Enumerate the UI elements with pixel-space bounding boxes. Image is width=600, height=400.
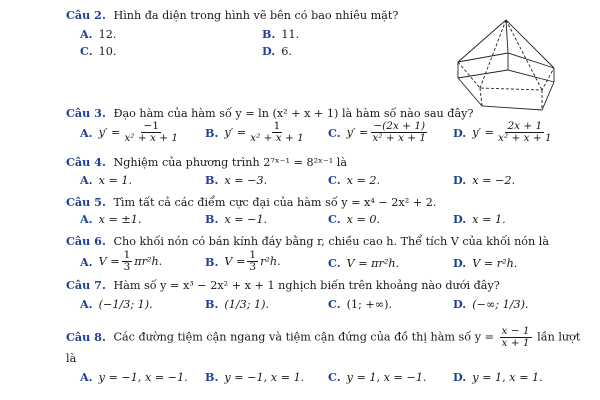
q8-option-b[interactable] bbox=[205, 370, 304, 384]
q3-d-denominator: x² + x + 1 bbox=[498, 132, 552, 145]
q8-option-d[interactable] bbox=[453, 370, 543, 384]
q8-denominator: x + 1 bbox=[501, 337, 530, 350]
q5-option-b[interactable] bbox=[205, 212, 267, 226]
q3-a-numerator: −1 bbox=[143, 120, 159, 132]
q2-c-label: C. bbox=[80, 44, 93, 58]
q3-option-c[interactable] bbox=[328, 121, 430, 144]
q8-d-value: y = 1, x = 1. bbox=[472, 370, 543, 384]
question-8-text-after: lần lượt bbox=[537, 330, 581, 344]
q3-a-denominator: x² + x + 1 bbox=[124, 132, 179, 145]
question-2-text: Hình đa diện trong hình vẽ bên có bao nhiêu mặt? bbox=[113, 9, 399, 22]
q8-c-label: C. bbox=[328, 370, 341, 384]
q6-option-b[interactable] bbox=[205, 250, 281, 273]
q7-c-value: (1; +∞). bbox=[346, 297, 393, 311]
q3-option-b[interactable] bbox=[205, 121, 308, 144]
question-5-text: Tìm tất cả các điểm cực đại của hàm số y = x⁴ − 2x² + 2. bbox=[113, 196, 437, 209]
q6-d-label: D. bbox=[453, 256, 467, 270]
q3-d-prefix: y′ = bbox=[472, 126, 494, 140]
q2-a-label: A. bbox=[80, 27, 93, 41]
q2-option-b[interactable] bbox=[262, 27, 299, 41]
q8-a-value: y = −1, x = −1. bbox=[98, 370, 188, 384]
question-3-label: Câu 3. bbox=[66, 106, 106, 120]
q6-a-suffix: πr²h. bbox=[134, 255, 163, 269]
question-4-label: Câu 4. bbox=[66, 155, 106, 169]
q2-option-a[interactable] bbox=[80, 27, 116, 41]
q7-d-label: D. bbox=[453, 297, 467, 311]
q7-option-c[interactable] bbox=[328, 297, 392, 311]
q3-b-prefix: y′ = bbox=[224, 126, 247, 140]
question-3 bbox=[66, 106, 473, 120]
q3-d-label: D. bbox=[453, 125, 467, 140]
q4-c-value: x = 2. bbox=[346, 173, 381, 187]
q7-b-value: (1/3; 1). bbox=[224, 297, 270, 311]
q5-option-d[interactable] bbox=[453, 212, 506, 226]
question-8 bbox=[66, 326, 580, 349]
q4-b-label: B. bbox=[205, 173, 219, 187]
q7-option-a[interactable] bbox=[80, 297, 153, 311]
q3-a-fraction bbox=[122, 121, 180, 144]
q3-c-prefix: y′ = bbox=[346, 126, 369, 140]
q6-a-fraction bbox=[122, 250, 133, 273]
q7-option-b[interactable] bbox=[205, 297, 269, 311]
q2-option-c[interactable] bbox=[80, 44, 116, 58]
q8-b-label: B. bbox=[205, 370, 219, 384]
question-2 bbox=[66, 8, 398, 22]
q4-option-a[interactable] bbox=[80, 173, 132, 187]
q7-option-d[interactable] bbox=[453, 297, 529, 311]
question-5-label: Câu 5. bbox=[66, 195, 106, 209]
q8-numerator: x − 1 bbox=[501, 325, 530, 337]
q4-a-value: x = 1. bbox=[98, 173, 133, 187]
q5-b-label: B. bbox=[205, 212, 219, 226]
question-6-text: Cho khối nón có bán kính đáy bằng r, chiều cao h. Thể tích V của khối nón là bbox=[113, 235, 550, 248]
question-5 bbox=[66, 195, 436, 209]
question-7-label: Câu 7. bbox=[66, 278, 106, 292]
question-8-text: Các đường tiệm cận ngang và tiệm cận đứng của đồ thị hàm số y = bbox=[113, 330, 494, 344]
q6-b-fraction bbox=[247, 250, 258, 273]
q3-option-d[interactable] bbox=[453, 121, 556, 144]
q3-b-denominator: x² + x + 1 bbox=[250, 132, 304, 145]
q2-b-value: 11. bbox=[281, 27, 300, 41]
q6-b-prefix: V = bbox=[224, 255, 246, 269]
q5-d-value: x = 1. bbox=[472, 212, 506, 226]
q3-d-fraction bbox=[496, 121, 554, 144]
q7-b-label: B. bbox=[205, 297, 219, 311]
q8-c-value: y = 1, x = −1. bbox=[346, 370, 427, 384]
q3-b-label: B. bbox=[205, 125, 219, 140]
question-3-text: Đạo hàm của hàm số y = ln (x² + x + 1) là hàm số nào sau đây? bbox=[113, 107, 474, 120]
q3-b-fraction bbox=[248, 121, 306, 144]
q3-c-denominator: x² + x + 1 bbox=[372, 132, 427, 145]
q6-option-a[interactable] bbox=[80, 250, 162, 273]
q6-a-numerator: 1 bbox=[123, 249, 131, 261]
q7-a-label: A. bbox=[80, 297, 93, 311]
q2-option-d[interactable] bbox=[262, 44, 292, 58]
question-6 bbox=[66, 234, 549, 248]
q6-c-label: C. bbox=[328, 256, 341, 270]
q6-b-suffix: r²h. bbox=[260, 255, 281, 269]
q5-b-value: x = −1. bbox=[224, 212, 268, 226]
q8-a-label: A. bbox=[80, 370, 93, 384]
q3-option-a[interactable] bbox=[80, 121, 182, 144]
polyhedron-figure bbox=[446, 18, 566, 114]
q6-c-value: V = πr²h. bbox=[346, 256, 400, 270]
question-8-label: Câu 8. bbox=[66, 329, 106, 344]
q4-b-value: x = −3. bbox=[224, 173, 268, 187]
q7-a-value: (−1/3; 1). bbox=[98, 297, 153, 311]
q4-option-d[interactable] bbox=[453, 173, 515, 187]
q8-b-value: y = −1, x = 1. bbox=[224, 370, 305, 384]
question-7-text: Hàm số y = x³ − 2x² + x + 1 nghịch biến trên khoảng nào dưới đây? bbox=[113, 279, 500, 292]
q3-c-numerator: −(2x + 1) bbox=[373, 120, 426, 132]
q4-a-label: A. bbox=[80, 173, 93, 187]
q2-c-value: 10. bbox=[98, 44, 117, 58]
question-8-continuation: là bbox=[66, 352, 77, 365]
q4-option-b[interactable] bbox=[205, 173, 267, 187]
q6-a-denominator: 3 bbox=[123, 261, 131, 274]
question-4-text: Nghiệm của phương trình 2⁷ˣ⁻¹ = 8²ˣ⁻¹ là bbox=[113, 156, 348, 169]
q3-b-numerator: 1 bbox=[273, 120, 281, 132]
q2-d-label: D. bbox=[262, 44, 276, 58]
q8-function-fraction bbox=[500, 326, 532, 349]
q5-option-a[interactable] bbox=[80, 212, 141, 226]
q6-a-label: A. bbox=[80, 254, 93, 269]
q6-d-value: V = r²h. bbox=[472, 256, 518, 270]
q3-a-label: A. bbox=[80, 125, 93, 140]
question-6-label: Câu 6. bbox=[66, 234, 106, 248]
q5-d-label: D. bbox=[453, 212, 467, 226]
q6-option-d[interactable] bbox=[453, 256, 517, 270]
q4-c-label: C. bbox=[328, 173, 341, 187]
q4-d-label: D. bbox=[453, 173, 467, 187]
q5-a-value: x = ±1. bbox=[98, 212, 142, 226]
question-7 bbox=[66, 278, 500, 292]
q6-a-prefix: V = bbox=[98, 255, 120, 269]
question-2-label: Câu 2. bbox=[66, 8, 106, 22]
q6-b-label: B. bbox=[205, 254, 219, 269]
q8-option-c[interactable] bbox=[328, 370, 427, 384]
q5-option-c[interactable] bbox=[328, 212, 380, 226]
question-4 bbox=[66, 155, 347, 169]
q3-c-label: C. bbox=[328, 125, 341, 140]
q2-a-value: 12. bbox=[98, 27, 117, 41]
q5-c-value: x = 0. bbox=[346, 212, 381, 226]
q2-d-value: 6. bbox=[281, 44, 292, 58]
q7-c-label: C. bbox=[328, 297, 341, 311]
q6-b-numerator: 1 bbox=[249, 249, 257, 261]
q4-option-c[interactable] bbox=[328, 173, 380, 187]
q6-option-c[interactable] bbox=[328, 256, 399, 270]
q8-d-label: D. bbox=[453, 370, 467, 384]
q5-c-label: C. bbox=[328, 212, 341, 226]
q5-a-label: A. bbox=[80, 212, 93, 226]
q3-a-prefix: y′ = bbox=[98, 126, 121, 140]
q8-option-a[interactable] bbox=[80, 370, 188, 384]
q2-b-label: B. bbox=[262, 27, 276, 41]
q6-b-denominator: 3 bbox=[249, 261, 257, 274]
q4-d-value: x = −2. bbox=[472, 173, 516, 187]
q3-c-fraction bbox=[370, 121, 428, 144]
q3-d-numerator: 2x + 1 bbox=[507, 120, 543, 132]
q7-d-value: (−∞; 1/3). bbox=[472, 297, 529, 311]
